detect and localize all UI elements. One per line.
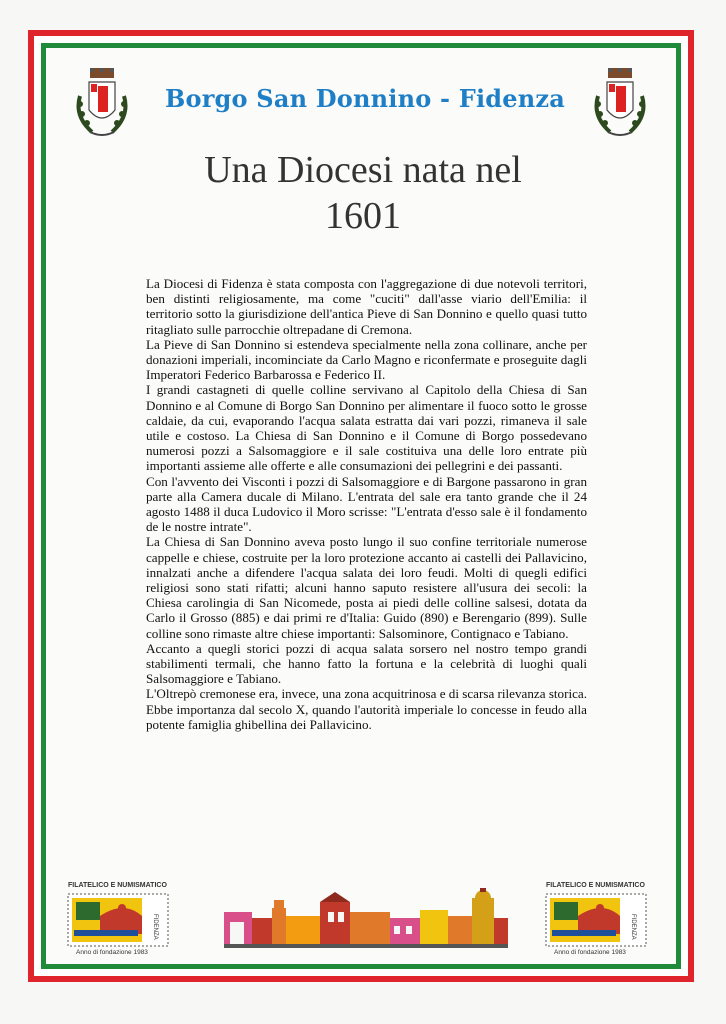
page-header: Borgo San Donnino - Fidenza (165, 84, 565, 113)
paragraph: La Chiesa di San Donnino aveva posto lungo il suo confine territoriale numerose cappelle e chiese, costruite per la loro protezione accanto ai castelli dei Pallavicino, innalzati anche a difendere l'acqua salata dei loro feudi. Molti di quegli edifici religiosi sono stati rifatti; alcuni hanno saputo resistere all'usura dei secoli: la Chiesa carolingia di San Nicomede, posta ai piedi delle colline salsesi, dotata da Carlo il Grosso (885) e dai primi re d'Italia: Guido (890) e Berengario (899). Sulle colline sono rimaste altre chiese importanti: Salsominore, Contignaco e Tabiano. (146, 534, 587, 641)
paragraph: Con l'avvento dei Visconti i pozzi di Salsomaggiore e di Bargone passarono in gran parte alla Camera ducale di Milano. L'entrata del sale era tanto grande che il 24 agosto 1488 il duca Ludovico il Moro scrisse: "L'entrata d'esso sale è il fondamento de le nostre intrate". (146, 473, 587, 535)
stamp-logo-icon (64, 890, 184, 950)
article-body (146, 276, 587, 732)
paragraph: I grandi castagneti di quelle colline servivano al Capitolo della Chiesa di San Donnino e al Comune di Borgo San Donnino per alimentare il fuoco sotto le grosse caldaie, da cui, evaporando l'acqua salata estratta dai vari pozzi, rimaneva il sale utile e costoso. La Chiesa di San Donnino e il Comune di Borgo possedevano numerosi pozzi a Salsomaggiore e il sale costituiva una delle loro entrate più importanti assieme alle offerte e alle consumazioni dei pellegrini e dei passanti. (146, 382, 587, 474)
stamp-caption-top: FILATELICO E NUMISMATICO (546, 882, 645, 889)
paragraph: La Diocesi di Fidenza è stata composta con l'aggregazione di due notevoli territori, ben distinti religiosamente, ma come "cuciti" dall'asse viario dell'Emilia: il territorio sotto la giurisdizione dell'antica Pieve di San Donnino e quello quasi tutto ritagliato sulle parrocchie oltrepadane di Cremona. (146, 276, 587, 337)
stamp-caption-bottom: Anno di fondazione 1983 (554, 949, 626, 956)
stamp-caption-top: FILATELICO E NUMISMATICO (68, 882, 167, 889)
paragraph: Accanto a quegli storici pozzi di acqua salata sorsero nel nostro tempo grandi stabilimenti termali, che hanno fatto la fortuna e la celebrità di luoghi quali Salsomaggiore e Tabiano. (146, 640, 587, 687)
paragraph: L'Oltrepò cremonese era, invece, una zona acquitrinosa e di scarsa rilevanza storica. Ebbe importanza dal secolo X, quando l'autorità imperiale lo concesse in feudo alla potente famiglia ghibellina dei Pallavicino. (146, 686, 587, 732)
crest-icon (72, 66, 132, 142)
svg-text:FIDENZA: FIDENZA (152, 914, 158, 940)
page-title (120, 147, 606, 239)
city-skyline-icon (224, 888, 508, 948)
crest-icon (590, 66, 650, 142)
stamp-logo-icon (542, 890, 662, 950)
stamp-logo-left (64, 882, 184, 962)
stamp-logo-right (542, 882, 662, 962)
title-line-1: Una Diocesi nata nel (204, 149, 522, 191)
svg-text:FIDENZA: FIDENZA (630, 914, 636, 940)
stamp-caption-bottom: Anno di fondazione 1983 (76, 949, 148, 956)
title-line-2: 1601 (325, 195, 401, 237)
paragraph: La Pieve di San Donnino si estendeva specialmente nella zona collinare, anche per donazioni imperiali, incominciate da Carlo Magno e riconfermate e proseguite dagli Imperatori Federico Barbarossa e Federico II. (146, 336, 587, 383)
